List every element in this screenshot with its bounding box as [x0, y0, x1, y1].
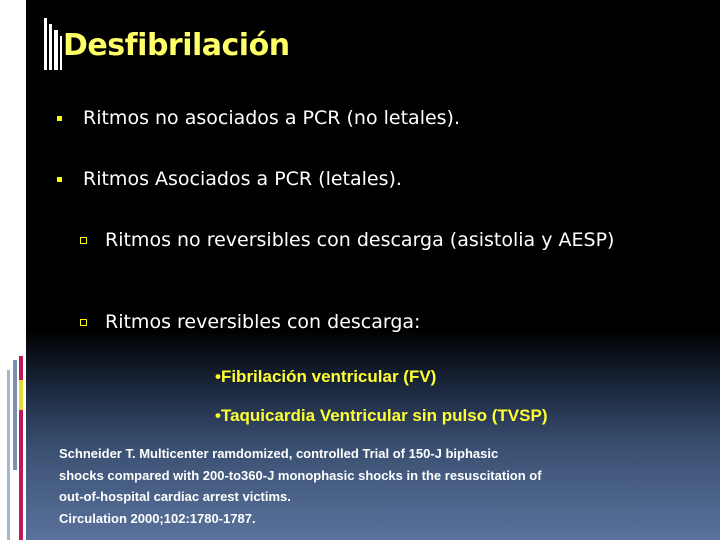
reference-line: Circulation 2000;102:1780-1787. [59, 510, 256, 526]
reference-line: Schneider T. Multicenter ramdomized, controlled Trial of 150-J biphasic [59, 446, 499, 461]
sub-bullet-text: Ritmos reversibles con descarga: [105, 311, 421, 333]
sub-bullet-item [80, 310, 420, 334]
decorative-bar [7, 370, 10, 540]
bullet-item [57, 167, 402, 191]
bullet-item [57, 106, 460, 130]
shockable-rhythm-item: •Taquicardia Ventricular sin pulso (TVSP) [215, 406, 548, 425]
reference-line: shocks compared with 200-to360-J monophasic shocks in the resuscitation of [59, 467, 542, 483]
hollow-square-bullet-icon [80, 237, 87, 244]
decorative-bar [60, 36, 62, 70]
decorative-bar [54, 30, 58, 70]
reference-citation [59, 443, 679, 529]
square-bullet-icon [57, 116, 62, 121]
decorative-bar [13, 360, 17, 470]
bullet-text: Ritmos Asociados a PCR (letales). [83, 168, 402, 190]
sub-bullet-text: Ritmos no reversibles con descarga (asistolia y AESP) [105, 229, 615, 251]
reference-line: out-of-hospital cardiac arrest victims. [59, 489, 291, 504]
decorative-bar [19, 380, 23, 410]
slide-title: Desfibrilación [63, 28, 290, 63]
shockable-rhythm-item: •Fibrilación ventricular (FV) [215, 367, 437, 386]
decorative-bar [44, 18, 47, 70]
hollow-square-bullet-icon [80, 319, 87, 326]
bullet-text: Ritmos no asociados a PCR (no letales). [83, 107, 461, 129]
sub-bullet-item [80, 228, 640, 252]
decorative-bar [49, 24, 52, 70]
square-bullet-icon [57, 177, 62, 182]
